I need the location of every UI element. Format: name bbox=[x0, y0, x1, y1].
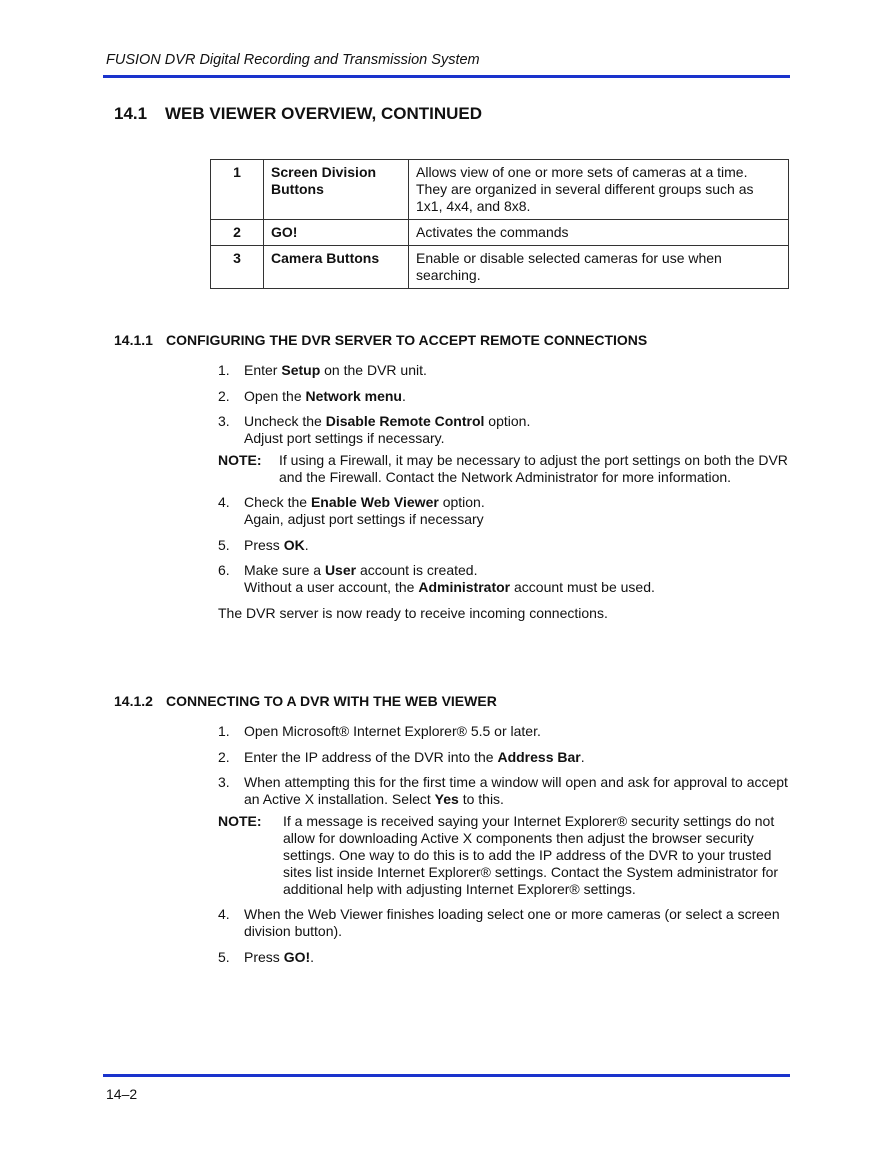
step-number: 2. bbox=[218, 748, 230, 765]
note-label: NOTE: bbox=[218, 812, 262, 829]
step-text: Without a user account, the bbox=[244, 579, 419, 595]
subsection-title: CONNECTING TO A DVR WITH THE WEB VIEWER bbox=[166, 693, 497, 709]
section-heading bbox=[114, 104, 482, 124]
table-cell-number: 3 bbox=[211, 246, 264, 289]
connect-steps bbox=[218, 723, 788, 974]
step-number: 4. bbox=[218, 906, 230, 922]
subsection-heading-2 bbox=[114, 693, 497, 709]
step-text: Again, adjust port settings if necessary bbox=[244, 511, 484, 527]
table-row bbox=[211, 246, 789, 289]
step-emphasis: Administrator bbox=[418, 579, 511, 595]
step-text: . bbox=[580, 748, 585, 765]
subsection-number: 14.1.1 bbox=[114, 332, 153, 348]
step-text: on the DVR unit. bbox=[320, 362, 427, 378]
list-item bbox=[218, 413, 788, 447]
step-text: account is created. bbox=[356, 562, 478, 578]
table-row bbox=[211, 160, 789, 220]
step-text: Enter the IP address of the DVR into the bbox=[244, 748, 498, 765]
running-header: FUSION DVR Digital Recording and Transmission System bbox=[106, 52, 480, 68]
note bbox=[218, 452, 788, 486]
step-text: Uncheck the bbox=[244, 413, 326, 429]
table-cell-description: Allows view of one or more sets of cameras at a time. They are organized in several different groups such as 1x1, 4x4, and 8x8. bbox=[409, 160, 789, 220]
step-emphasis: OK bbox=[283, 536, 305, 553]
step-number: 5. bbox=[218, 536, 230, 553]
step-number: 3. bbox=[218, 413, 230, 429]
step-number: 1. bbox=[218, 723, 230, 739]
step-emphasis: User bbox=[324, 562, 357, 578]
list-item bbox=[218, 749, 788, 766]
step-number: 4. bbox=[218, 494, 230, 510]
step-text: Check the bbox=[244, 494, 311, 510]
note-label: NOTE: bbox=[218, 451, 262, 468]
list-item bbox=[218, 949, 788, 966]
table-cell-name: Camera Buttons bbox=[264, 246, 409, 289]
table-cell-description: Enable or disable selected cameras for use when searching. bbox=[409, 246, 789, 289]
step-text: Press bbox=[244, 536, 284, 553]
step-emphasis: Setup bbox=[281, 362, 321, 378]
table-cell-name: GO! bbox=[264, 220, 409, 246]
step-text: When the Web Viewer finishes loading select one or more cameras (or select a screen division button). bbox=[244, 906, 780, 939]
step-text: When attempting this for the first time a window will open and ask for approval to accept an Active X installation. Select bbox=[244, 774, 788, 807]
step-text: to this. bbox=[458, 791, 504, 807]
configure-steps bbox=[218, 362, 788, 622]
list-item bbox=[218, 494, 788, 528]
table-cell-number: 1 bbox=[211, 160, 264, 220]
subsection-number: 14.1.2 bbox=[114, 693, 153, 709]
note-text: If a message is received saying your Internet Explorer® security settings do not allow for downloading Active X components then adjust the browser security settings. One way to do this is to add the IP address of the DVR to your trusted sites list inside Internet Explorer® settings. Contact the System administrator for additional help with adjusting Internet Explorer® settings. bbox=[283, 812, 779, 897]
list-item bbox=[218, 388, 788, 405]
list-item bbox=[218, 362, 788, 379]
page-number: 14–2 bbox=[106, 1086, 138, 1102]
step-text: . bbox=[401, 387, 406, 404]
step-emphasis: Address Bar bbox=[497, 748, 581, 765]
reference-table bbox=[210, 159, 789, 289]
step-emphasis: Yes bbox=[434, 791, 459, 807]
step-emphasis: Disable Remote Control bbox=[325, 413, 485, 429]
section-number: 14.1 bbox=[114, 104, 148, 123]
step-text: . bbox=[310, 948, 315, 965]
list-item bbox=[218, 723, 788, 740]
step-text: Make sure a bbox=[244, 562, 325, 578]
step-text: . bbox=[304, 536, 309, 553]
step-emphasis: GO! bbox=[283, 948, 311, 965]
step-number: 1. bbox=[218, 362, 230, 378]
step-text: option. bbox=[484, 413, 531, 429]
section-title: WEB VIEWER OVERVIEW, CONTINUED bbox=[165, 104, 483, 123]
subsection-heading-1 bbox=[114, 332, 647, 348]
step-emphasis: Enable Web Viewer bbox=[310, 494, 439, 510]
closing-text: The DVR server is now ready to receive incoming connections. bbox=[218, 604, 608, 621]
header-rule bbox=[103, 75, 790, 78]
step-text: Open the bbox=[244, 387, 306, 404]
step-number: 2. bbox=[218, 387, 230, 404]
table-cell-number: 2 bbox=[211, 220, 264, 246]
table-row bbox=[211, 220, 789, 246]
step-text: option. bbox=[438, 494, 485, 510]
step-number: 5. bbox=[218, 948, 230, 965]
note bbox=[218, 813, 788, 898]
step-emphasis: Network menu bbox=[305, 387, 402, 404]
subsection-title: CONFIGURING THE DVR SERVER TO ACCEPT REMOTE CONNECTIONS bbox=[166, 332, 648, 348]
list-item bbox=[218, 906, 788, 940]
table-cell-description: Activates the commands bbox=[409, 220, 789, 246]
step-number: 6. bbox=[218, 562, 230, 578]
step-text: Open Microsoft® Internet Explorer® 5.5 or later. bbox=[244, 723, 541, 739]
step-number: 3. bbox=[218, 774, 230, 790]
step-text: Enter bbox=[244, 362, 282, 378]
step-text: account must be used. bbox=[510, 579, 655, 595]
step-text: Adjust port settings if necessary. bbox=[244, 430, 445, 446]
list-item bbox=[218, 774, 788, 808]
footer-rule bbox=[103, 1074, 790, 1077]
step-text: Press bbox=[244, 948, 284, 965]
list-item bbox=[218, 562, 788, 596]
note-text: If using a Firewall, it may be necessary to adjust the port settings on both the DVR and the Firewall. Contact the Network Administrator for more information. bbox=[279, 451, 788, 485]
table-cell-name: Screen Division Buttons bbox=[264, 160, 409, 220]
list-item bbox=[218, 537, 788, 554]
